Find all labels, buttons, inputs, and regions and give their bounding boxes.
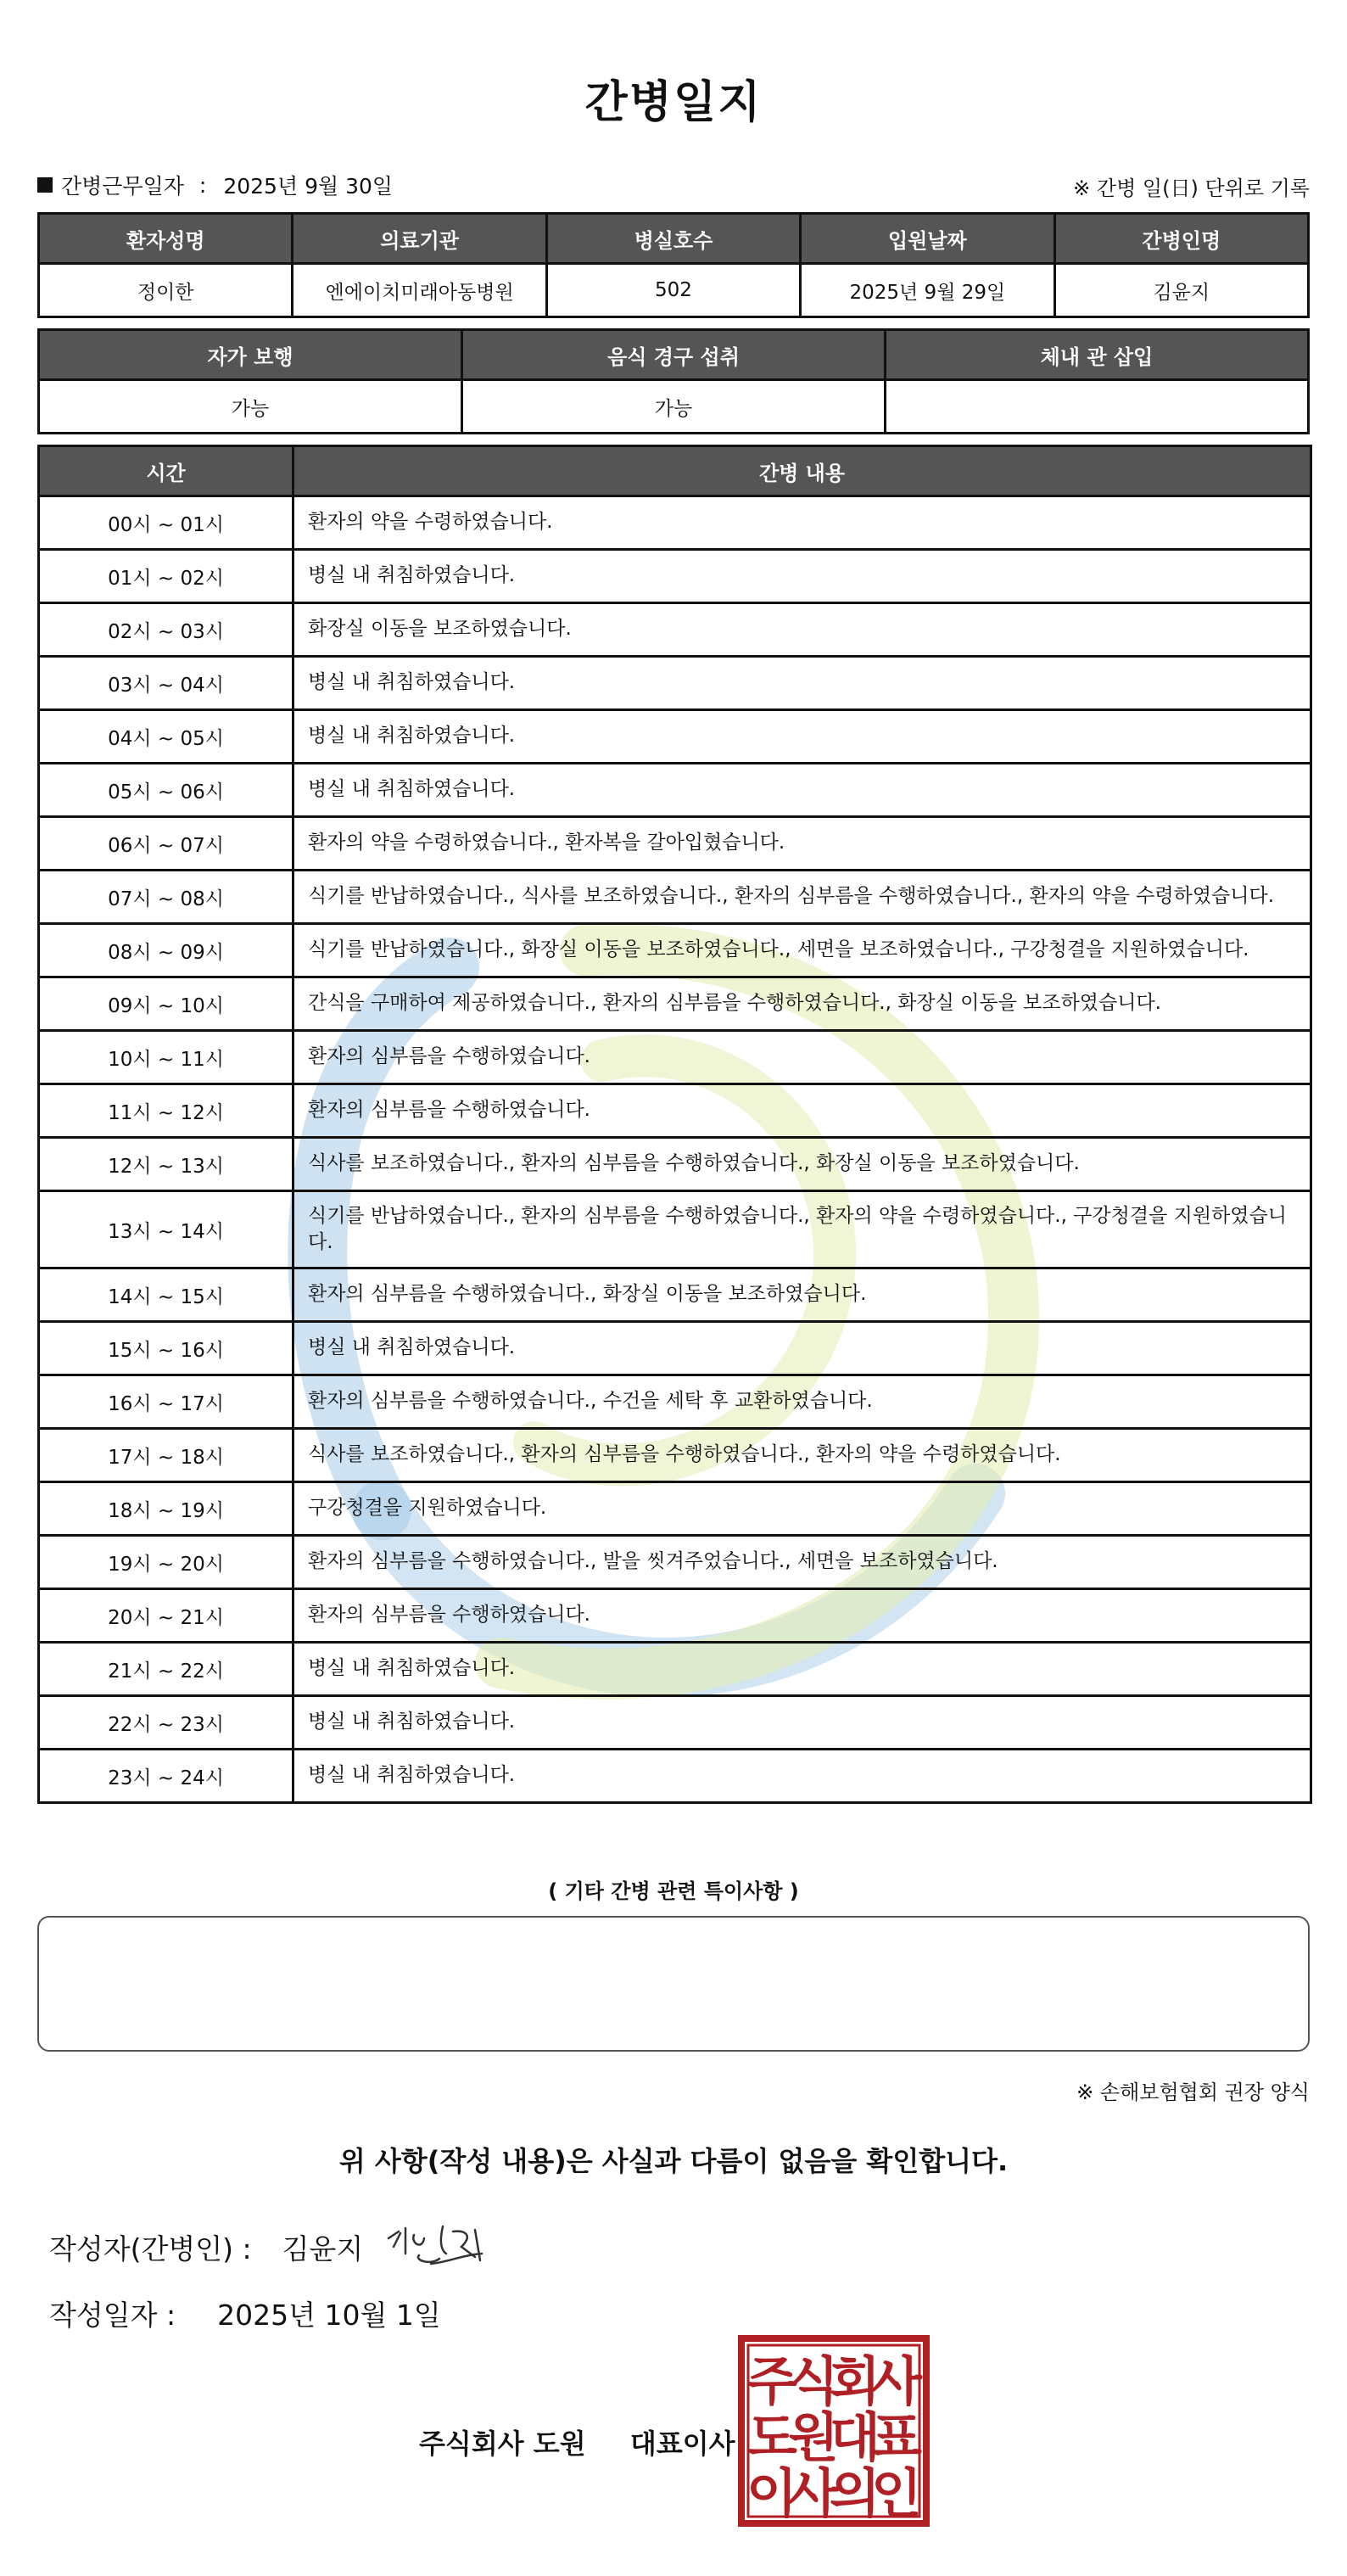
- care-log-table: [37, 445, 1312, 1804]
- table-header-cell: 간병인명: [1054, 214, 1308, 264]
- table-header-cell: 체내 관 삽입: [886, 330, 1309, 380]
- patient-info-table: [37, 212, 1310, 318]
- content-cell: 병실 내 취침하였습니다.: [293, 1750, 1311, 1803]
- time-cell: 12시 ~ 13시: [39, 1138, 293, 1191]
- remarks-box: [37, 1916, 1310, 2052]
- work-date-colon: :: [198, 172, 207, 198]
- table-row: [39, 1429, 1311, 1482]
- company-name: 주식회사 도원: [419, 2428, 586, 2460]
- table-cell: 김윤지: [1054, 264, 1308, 317]
- table-cell: 2025년 9월 29일: [801, 264, 1054, 317]
- table-row: [39, 977, 1311, 1031]
- table-row: [39, 1322, 1311, 1375]
- time-cell: 10시 ~ 11시: [39, 1031, 293, 1084]
- content-cell: 병실 내 취침하였습니다.: [293, 764, 1311, 817]
- time-cell: 20시 ~ 21시: [39, 1589, 293, 1643]
- table-header-cell: 음식 경구 섭취: [462, 330, 886, 380]
- writer-line: [49, 2227, 363, 2267]
- svg-text:대: 대: [830, 2406, 880, 2468]
- table-row: [39, 1482, 1311, 1536]
- svg-text:인: 인: [871, 2462, 922, 2524]
- writer-name: 김윤지: [282, 2232, 364, 2265]
- content-cell: 환자의 심부름을 수행하였습니다., 화장실 이동을 보조하였습니다.: [293, 1268, 1311, 1322]
- table-cell: 엔에이치미래아동병원: [293, 264, 546, 317]
- content-cell: 병실 내 취침하였습니다.: [293, 1322, 1311, 1375]
- content-cell: 병실 내 취침하였습니다.: [293, 550, 1311, 603]
- page-title: 간병일지: [584, 77, 763, 128]
- content-cell: 식기를 반납하였습니다., 식사를 보조하였습니다., 환자의 심부름을 수행하였습니다., 환자의 약을 수령하였습니다.: [293, 871, 1311, 924]
- time-cell: 13시 ~ 14시: [39, 1191, 293, 1268]
- table-cell: 502: [546, 264, 800, 317]
- company-line: [419, 2422, 735, 2461]
- table-row: [39, 871, 1311, 924]
- write-date-line: [49, 2293, 441, 2333]
- table-row: [39, 817, 1311, 871]
- table-header-cell: 입원날짜: [801, 214, 1054, 264]
- table-row: [39, 764, 1311, 817]
- time-cell: 04시 ~ 05시: [39, 710, 293, 764]
- table-header-row: [39, 446, 1311, 496]
- time-cell: 09시 ~ 10시: [39, 977, 293, 1031]
- table-row: [39, 264, 1309, 317]
- content-cell: 화장실 이동을 보조하였습니다.: [293, 603, 1311, 657]
- table-row: [39, 496, 1311, 550]
- time-cell: 08시 ~ 09시: [39, 924, 293, 977]
- recommend-note: ※ 손해보험협회 권장 양식: [1076, 2080, 1310, 2104]
- table-cell: 가능: [39, 380, 462, 434]
- svg-text:이: 이: [746, 2462, 797, 2524]
- patient-ability-table: [37, 328, 1310, 434]
- work-date: [37, 170, 393, 200]
- time-cell: 19시 ~ 20시: [39, 1536, 293, 1589]
- table-row: [39, 380, 1309, 434]
- svg-text:사: 사: [871, 2350, 922, 2412]
- svg-text:원: 원: [788, 2406, 839, 2468]
- svg-text:의: 의: [830, 2462, 880, 2524]
- content-cell: 환자의 약을 수령하였습니다.: [293, 496, 1311, 550]
- svg-text:주: 주: [746, 2350, 797, 2412]
- table-row: [39, 1375, 1311, 1429]
- content-cell: 식기를 반납하였습니다., 환자의 심부름을 수행하였습니다., 환자의 약을 수령하였습니다., 구강청결을 지원하였습니다.: [293, 1191, 1311, 1268]
- content-cell: 식사를 보조하였습니다., 환자의 심부름을 수행하였습니다., 환자의 약을 수령하였습니다.: [293, 1429, 1311, 1482]
- time-cell: 16시 ~ 17시: [39, 1375, 293, 1429]
- table-header-cell: 의료기관: [293, 214, 546, 264]
- time-cell: 07시 ~ 08시: [39, 871, 293, 924]
- content-cell: 환자의 약을 수령하였습니다., 환자복을 갈아입혔습니다.: [293, 817, 1311, 871]
- table-row: [39, 1589, 1311, 1643]
- table-header-cell: 자가 보행: [39, 330, 462, 380]
- time-cell: 01시 ~ 02시: [39, 550, 293, 603]
- table-row: [39, 1536, 1311, 1589]
- unit-note: ※ 간병 일(日) 단위로 기록: [1073, 176, 1310, 200]
- svg-text:도: 도: [746, 2406, 797, 2468]
- work-date-label: 간병근무일자: [61, 174, 184, 199]
- table-row: [39, 550, 1311, 603]
- write-date-value: 2025년 10월 1일: [217, 2299, 441, 2332]
- table-row: [39, 1268, 1311, 1322]
- table-row: [39, 1191, 1311, 1268]
- time-header: 시간: [39, 446, 293, 496]
- time-cell: 02시 ~ 03시: [39, 603, 293, 657]
- company-role: 대표이사: [629, 2428, 735, 2460]
- svg-text:식: 식: [788, 2350, 839, 2412]
- table-header-row: [39, 214, 1309, 264]
- svg-text:사: 사: [788, 2462, 839, 2524]
- writer-label: 작성자(간병인) :: [49, 2232, 252, 2265]
- confirmation-statement: 위 사항(작성 내용)은 사실과 다름이 없음을 확인합니다.: [338, 2145, 1009, 2177]
- time-cell: 22시 ~ 23시: [39, 1696, 293, 1750]
- table-row: [39, 1750, 1311, 1803]
- table-header-cell: 병실호수: [546, 214, 800, 264]
- content-cell: 환자의 심부름을 수행하였습니다.: [293, 1084, 1311, 1138]
- table-row: [39, 1138, 1311, 1191]
- table-row: [39, 657, 1311, 710]
- content-cell: 간식을 구매하여 제공하였습니다., 환자의 심부름을 수행하였습니다., 화장실 이동을 보조하였습니다.: [293, 977, 1311, 1031]
- time-cell: 03시 ~ 04시: [39, 657, 293, 710]
- table-row: [39, 1643, 1311, 1696]
- svg-text:표: 표: [871, 2406, 922, 2468]
- time-cell: 11시 ~ 12시: [39, 1084, 293, 1138]
- content-cell: 환자의 심부름을 수행하였습니다., 수건을 세탁 후 교환하였습니다.: [293, 1375, 1311, 1429]
- time-cell: 05시 ~ 06시: [39, 764, 293, 817]
- table-cell: 가능: [462, 380, 886, 434]
- table-row: [39, 1696, 1311, 1750]
- time-cell: 17시 ~ 18시: [39, 1429, 293, 1482]
- content-cell: 환자의 심부름을 수행하였습니다.: [293, 1589, 1311, 1643]
- company-seal-icon: [738, 2335, 930, 2527]
- write-date-label: 작성일자 :: [49, 2299, 176, 2332]
- table-cell: 정이한: [39, 264, 293, 317]
- content-cell: 병실 내 취침하였습니다.: [293, 1643, 1311, 1696]
- content-cell: 환자의 심부름을 수행하였습니다., 발을 씻겨주었습니다., 세면을 보조하였습니다.: [293, 1536, 1311, 1589]
- table-row: [39, 1084, 1311, 1138]
- table-row: [39, 710, 1311, 764]
- content-cell: 식사를 보조하였습니다., 환자의 심부름을 수행하였습니다., 화장실 이동을 보조하였습니다.: [293, 1138, 1311, 1191]
- svg-text:회: 회: [830, 2350, 880, 2412]
- table-cell: [886, 380, 1309, 434]
- time-cell: 18시 ~ 19시: [39, 1482, 293, 1536]
- content-cell: 병실 내 취침하였습니다.: [293, 710, 1311, 764]
- time-cell: 14시 ~ 15시: [39, 1268, 293, 1322]
- remarks-title: ( 기타 간병 관련 특이사항 ): [548, 1879, 799, 1903]
- time-cell: 15시 ~ 16시: [39, 1322, 293, 1375]
- table-header-cell: 환자성명: [39, 214, 293, 264]
- table-header-row: [39, 330, 1309, 380]
- table-row: [39, 1031, 1311, 1084]
- content-cell: 구강청결을 지원하였습니다.: [293, 1482, 1311, 1536]
- square-bullet-icon: [37, 177, 53, 193]
- content-header: 간병 내용: [293, 446, 1311, 496]
- handwritten-signature-icon: [380, 2213, 516, 2281]
- time-cell: 06시 ~ 07시: [39, 817, 293, 871]
- table-row: [39, 924, 1311, 977]
- work-date-value: 2025년 9월 30일: [223, 174, 394, 199]
- time-cell: 23시 ~ 24시: [39, 1750, 293, 1803]
- table-row: [39, 603, 1311, 657]
- time-cell: 21시 ~ 22시: [39, 1643, 293, 1696]
- time-cell: 00시 ~ 01시: [39, 496, 293, 550]
- content-cell: 환자의 심부름을 수행하였습니다.: [293, 1031, 1311, 1084]
- content-cell: 병실 내 취침하였습니다.: [293, 657, 1311, 710]
- content-cell: 병실 내 취침하였습니다.: [293, 1696, 1311, 1750]
- content-cell: 식기를 반납하였습니다., 화장실 이동을 보조하였습니다., 세면을 보조하였습니다., 구강청결을 지원하였습니다.: [293, 924, 1311, 977]
